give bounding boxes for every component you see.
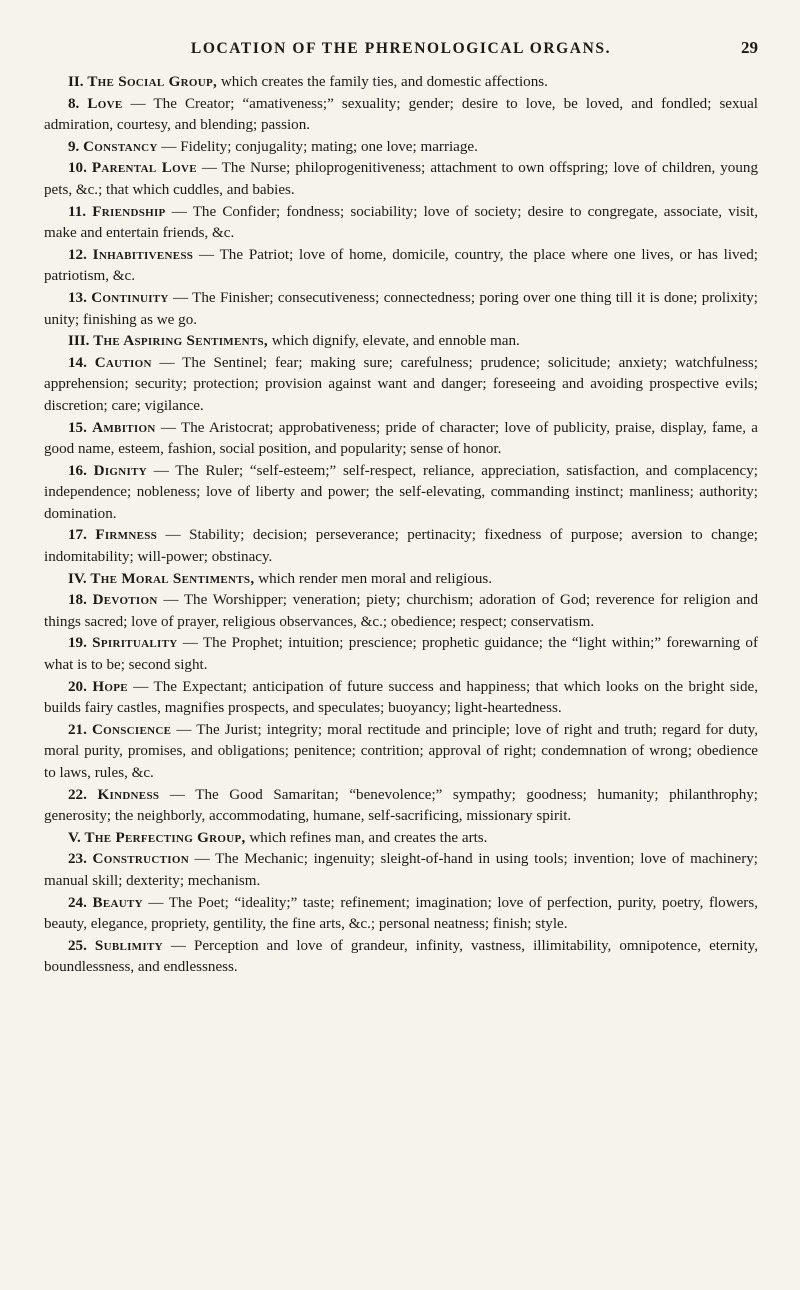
- entry-number: 23.: [68, 851, 87, 868]
- entry-term: The Aspiring Sentiments,: [93, 333, 268, 350]
- entry-number: 10.: [68, 160, 87, 177]
- entry-text: — The Jurist; integrity; moral rectitude and principle; love of right and truth; regard for duty, moral purity, promises, and obligations; penitence; contrition; approval of right; condemnation of wrong; obedience to laws, rules, &c.: [44, 721, 758, 781]
- entry-term: Continuity: [91, 289, 169, 306]
- entry-term: Ambition: [92, 419, 156, 436]
- entry-construction: [44, 849, 758, 892]
- entry-term: Construction: [92, 851, 189, 868]
- entry-term: Caution: [94, 354, 152, 371]
- entry-text: — Stability; decision; perseverance; pertinacity; fixedness of purpose; aversion to change; indomitability; will-power; obstinacy.: [44, 527, 758, 566]
- entry-aspiring-sentiments: [44, 331, 758, 353]
- entry-text: — The Ruler; “self-esteem;” self-respect, reliance, appreciation, satisfaction, and complacency; independence; nobleness; love of liberty and power; the self-elevating, commanding instinct; manliness; authority; domination.: [44, 462, 758, 522]
- entry-number: 18.: [68, 592, 87, 609]
- entry-term: Hope: [92, 678, 128, 695]
- entry-number: 8.: [68, 95, 80, 112]
- entry-term: Spirituality: [92, 635, 178, 652]
- entry-term: Sublimity: [94, 937, 163, 954]
- entry-text: — The Creator; “amativeness;” sexuality; gender; desire to love, be loved, and fondled; sexual admiration, courtesy, and blending; passion.: [44, 95, 758, 134]
- entry-number: 16.: [68, 462, 87, 479]
- entry-beauty: [44, 893, 758, 936]
- entry-term: Conscience: [91, 721, 172, 738]
- entry-number: 13.: [68, 289, 87, 306]
- entry-number: 22.: [68, 786, 87, 803]
- entry-text: which creates the family ties, and domestic affections.: [217, 74, 548, 90]
- entry-devotion: [44, 590, 758, 633]
- entry-friendship: [44, 202, 758, 245]
- entry-moral-sentiments: [44, 569, 758, 591]
- entry-love: [44, 94, 758, 137]
- entry-number: 12.: [68, 246, 87, 263]
- entry-perfecting-group: [44, 828, 758, 850]
- entry-number: 21.: [68, 721, 87, 738]
- entry-text: — The Expectant; anticipation of future success and happiness; that which looks on the bright side, builds fairy castles, magnifies prospects, and speculates; buoyancy; light-heartedness.: [44, 678, 759, 717]
- entry-dignity: [44, 461, 758, 526]
- entry-firmness: [44, 525, 758, 568]
- entry-number: III.: [68, 333, 90, 350]
- entry-sublimity: [44, 936, 758, 979]
- entry-term: Friendship: [92, 203, 166, 220]
- entry-number: 20.: [68, 678, 87, 695]
- entry-text: — The Patriot; love of home, domicile, country, the place where one lives, or has lived; patriotism, &c.: [44, 246, 758, 285]
- entry-number: 17.: [68, 527, 87, 544]
- entry-text: — The Aristocrat; approbativeness; pride of character; love of publicity, praise, display, fame, a good name, esteem, fashion, social position, and popularity; sense of honor.: [44, 419, 758, 458]
- entry-number: 15.: [68, 419, 87, 436]
- entry-spirituality: [44, 633, 758, 676]
- entry-number: 24.: [68, 894, 87, 911]
- entry-term: Firmness: [95, 527, 158, 544]
- entry-term: The Perfecting Group,: [84, 829, 246, 846]
- entry-text: — The Mechanic; ingenuity; sleight-of-hand in using tools; invention; love of machinery; manual skill; dexterity; mechanism.: [44, 851, 758, 889]
- entry-text: — Fidelity; conjugality; mating; one love; marriage.: [157, 138, 478, 155]
- entry-inhabitiveness: [44, 245, 758, 288]
- entry-term: Parental Love: [91, 160, 197, 177]
- page-title: LOCATION OF THE PHRENOLOGICAL ORGANS.: [190, 40, 612, 57]
- entry-continuity: [44, 288, 758, 331]
- entry-term: The Moral Sentiments,: [90, 570, 255, 587]
- entry-text: which refines man, and creates the arts.: [245, 829, 488, 846]
- entry-number: 14.: [68, 354, 87, 371]
- entry-constancy: [44, 137, 758, 159]
- entry-text: — The Prophet; intuition; prescience; prophetic guidance; the “light within;” forewarning of what is to be; second sight.: [44, 635, 758, 674]
- entry-ambition: [44, 418, 758, 461]
- entry-social-group: [44, 72, 758, 94]
- entry-number: II.: [68, 74, 84, 90]
- entry-text: which render men moral and religious.: [254, 570, 493, 587]
- entry-conscience: [44, 720, 758, 785]
- entry-caution: [44, 353, 758, 418]
- entry-text: — The Confider; fondness; sociability; love of society; desire to congregate, associate, visit, make and entertain friends, &c.: [44, 203, 758, 242]
- entry-text: — The Sentinel; fear; making sure; carefulness; prudence; solicitude; anxiety; watchfulness; apprehension; security; protection; provision against want and danger; foreseeing and avoiding prospective evils; discretion; care; vigilance.: [44, 354, 758, 414]
- entry-term: Love: [87, 95, 123, 112]
- entry-term: Constancy: [83, 138, 158, 155]
- entry-text: — The Good Samaritan; “benevolence;” sympathy; goodness; humanity; philanthrophy; generosity; the neighborly, accommodating, humane, self-sacrificing, missionary spirit.: [44, 786, 758, 825]
- entry-term: Dignity: [93, 462, 147, 479]
- entry-text: — The Finisher; consecutiveness; connectedness; poring over one thing till it is done; prolixity; unity; finishing as we go.: [44, 289, 758, 328]
- entry-kindness: [44, 785, 758, 828]
- entry-number: 11.: [68, 203, 87, 220]
- entry-text: — The Nurse; philoprogenitiveness; attachment to own offspring; love of children, young pets, &c.; that which cuddles, and babies.: [44, 160, 758, 198]
- entry-term: Devotion: [92, 592, 158, 609]
- page-number: 29: [741, 38, 758, 57]
- entry-hope: [44, 677, 758, 720]
- entry-text: — The Poet; “ideality;” taste; refinement; imagination; love of perfection, purity, poetry, flowers, beauty, elegance, propriety, gentility, the fine arts, &c.; personal neatness; finish; style.: [44, 894, 758, 933]
- entry-number: 9.: [68, 138, 80, 155]
- entry-term: Inhabitiveness: [92, 246, 194, 263]
- entry-number: 25.: [68, 937, 87, 954]
- entry-number: IV.: [68, 570, 87, 587]
- entry-number: V.: [68, 829, 81, 846]
- entry-text: which dignify, elevate, and ennoble man.: [268, 333, 520, 350]
- entry-term: Beauty: [92, 894, 143, 911]
- entry-number: 19.: [68, 635, 87, 652]
- entry-list: [44, 72, 758, 979]
- entry-text: — The Worshipper; veneration; piety; churchism; adoration of God; reverence for religion and things sacred; love of prayer, religious observances, &c.; obedience; respect; conservatism.: [44, 592, 758, 630]
- running-header: [44, 28, 758, 60]
- entry-term: The Social Group,: [87, 74, 218, 90]
- entry-parental-love: [44, 158, 758, 201]
- entry-text: — Perception and love of grandeur, infinity, vastness, illimitability, omnipotence, eternity, boundlessness, and endlessness.: [44, 937, 758, 976]
- entry-term: Kindness: [97, 786, 160, 803]
